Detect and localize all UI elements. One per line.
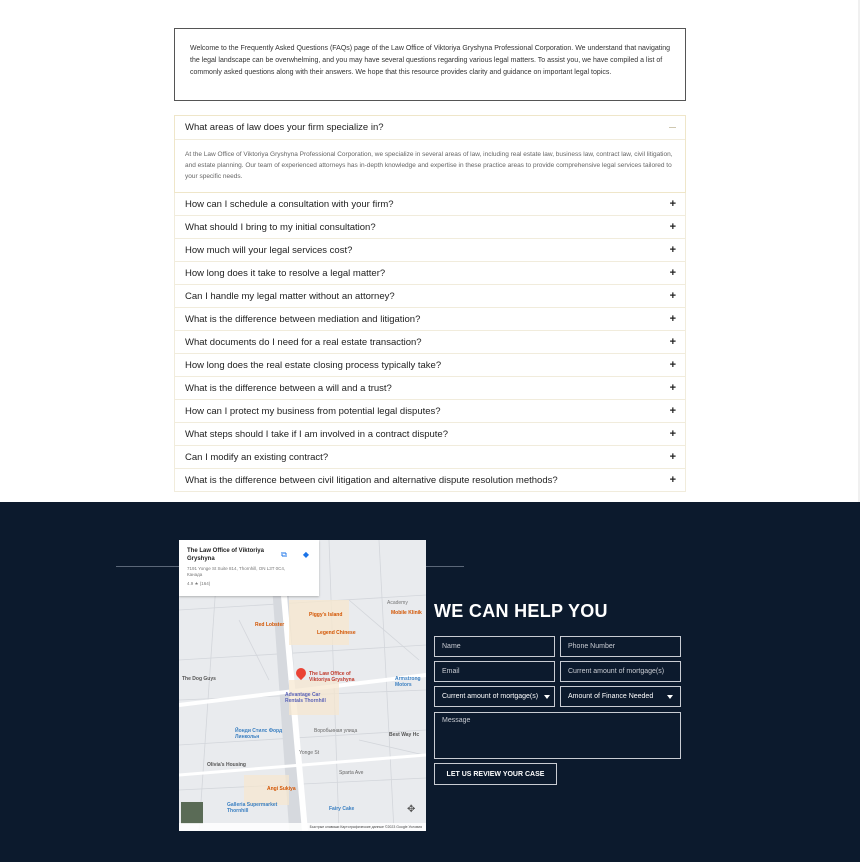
map-label-ford[interactable]: Йонди Стилс Форд Линкольн bbox=[235, 728, 283, 740]
faq-question-text: What is the difference between a will and a trust? bbox=[185, 382, 392, 394]
map-label-yonge: Yonge St bbox=[299, 750, 320, 756]
map-label-galleria[interactable]: Galleria Supermarket Thornhill bbox=[227, 802, 278, 814]
map-label-sparrow: Воробьиная улица bbox=[314, 728, 358, 734]
plus-icon[interactable]: + bbox=[669, 381, 676, 394]
map-label-legend[interactable]: Legend Chinese bbox=[317, 630, 356, 636]
faq-item[interactable] bbox=[174, 377, 686, 400]
mortgage-placeholder: Current amount of mortgage(s) bbox=[568, 668, 665, 675]
phone-field[interactable] bbox=[560, 636, 681, 657]
name-field[interactable] bbox=[434, 636, 555, 657]
map-label-mobile[interactable]: Mobile Klinik bbox=[391, 610, 422, 616]
map-label-academy: Academy bbox=[387, 600, 408, 606]
message-placeholder: Message bbox=[442, 717, 471, 724]
minus-icon[interactable] bbox=[669, 127, 676, 128]
faq-collapsed-list bbox=[174, 193, 686, 492]
fullscreen-icon[interactable]: ✥ bbox=[407, 804, 416, 815]
faq-item[interactable] bbox=[174, 308, 686, 331]
faq-question-text: Can I handle my legal matter without an attorney? bbox=[185, 290, 395, 302]
faq-item[interactable] bbox=[174, 239, 686, 262]
map-label-law-office[interactable]: The Law Office of Viktoriya Gryshyna bbox=[309, 671, 355, 683]
faq-question-text: What areas of law does your firm specialize in? bbox=[185, 122, 384, 133]
faq-question-text: How long does it take to resolve a legal matter? bbox=[185, 267, 386, 279]
faq-item[interactable] bbox=[174, 285, 686, 308]
message-textarea[interactable] bbox=[434, 712, 681, 759]
faq-question-text: What documents do I need for a real estate transaction? bbox=[185, 336, 422, 348]
faq-question-text: How can I protect my business from potential legal disputes? bbox=[185, 405, 441, 417]
divider-line-left bbox=[116, 566, 180, 567]
chevron-down-icon bbox=[544, 695, 550, 699]
faq-item[interactable] bbox=[174, 354, 686, 377]
mortgage-input[interactable] bbox=[560, 661, 681, 682]
review-case-button[interactable]: LET US REVIEW YOUR CASE bbox=[434, 763, 557, 785]
chevron-down-icon bbox=[667, 695, 673, 699]
faq-item[interactable] bbox=[174, 216, 686, 239]
faq-item[interactable] bbox=[174, 193, 686, 216]
divider-line-right bbox=[426, 566, 464, 567]
map-place-address: 7191 Yonge St Suite 814, Thornhill, ON L3T 0C4, Канада bbox=[187, 566, 286, 577]
name-placeholder: Name bbox=[442, 643, 461, 650]
faq-question-open[interactable] bbox=[175, 116, 685, 140]
map-attribution: Быстрые клавиши Картографические данные ©2023 Google Условия bbox=[179, 823, 426, 831]
map-place-card bbox=[179, 540, 319, 596]
map-place-rating: 4.9 ★ (164) bbox=[187, 581, 211, 586]
email-field[interactable] bbox=[434, 661, 555, 682]
map-label-fairy[interactable]: Fairy Cake bbox=[329, 806, 355, 812]
mortgage-select[interactable] bbox=[434, 686, 555, 707]
map-label-redlobster[interactable]: Red Lobster bbox=[255, 622, 285, 628]
contact-section bbox=[0, 502, 860, 862]
faq-question-text: Can I modify an existing contract? bbox=[185, 451, 329, 463]
plus-icon[interactable]: + bbox=[669, 335, 676, 348]
faq-accordion bbox=[174, 115, 686, 492]
map-label-bestway[interactable]: Best Way Hc bbox=[389, 732, 420, 738]
faq-item[interactable] bbox=[174, 262, 686, 285]
faq-item[interactable] bbox=[174, 446, 686, 469]
faq-question-text: What steps should I take if I am involved in a contract dispute? bbox=[185, 428, 448, 440]
plus-icon[interactable]: + bbox=[669, 220, 676, 233]
plus-icon[interactable]: + bbox=[669, 450, 676, 463]
email-placeholder: Email bbox=[442, 668, 460, 675]
contact-heading: WE CAN HELP YOU bbox=[434, 601, 608, 621]
map-place-title: The Law Office of Viktoriya Gryshyna bbox=[187, 548, 264, 562]
plus-icon[interactable]: + bbox=[669, 312, 676, 325]
plus-icon[interactable]: + bbox=[669, 358, 676, 371]
faq-question-text: How long does the real estate closing process typically take? bbox=[185, 359, 442, 371]
faq-question-text: How much will your legal services cost? bbox=[185, 244, 353, 256]
faq-question-text: What is the difference between mediation and litigation? bbox=[185, 313, 421, 325]
google-map[interactable] bbox=[179, 540, 426, 831]
map-label-olivias[interactable]: Olivia's Housing bbox=[207, 762, 246, 768]
map-label-angi[interactable]: Angi Sukiya bbox=[267, 786, 296, 792]
plus-icon[interactable]: + bbox=[669, 473, 676, 486]
faq-answer: At the Law Office of Viktoriya Gryshyna Professional Corporation, we specialize in several areas of law, including real estate law, business law, contract law, civil litigation, and estate planning. Our team of experienced attorneys has in-depth knowledge and expertise in these practice areas to provide comprehensive legal services tailored to your specific needs. bbox=[185, 151, 673, 180]
plus-icon[interactable]: + bbox=[669, 427, 676, 440]
intro-text: Welcome to the Frequently Asked Questions (FAQs) page of the Law Office of Viktoriya Gryshyna Professional Corporation. We understand that navigating the legal landscape can be overwhelming, and you may have several questions regarding various legal matters. To assist you, we have compiled a list of commonly asked questions along with their answers. We hope that this resource provides clarity and guidance on important legal topics. bbox=[190, 45, 671, 76]
plus-icon[interactable]: + bbox=[669, 243, 676, 256]
faq-item[interactable] bbox=[174, 423, 686, 446]
mortgage-select-value: Current amount of mortgage(s) bbox=[442, 693, 539, 700]
finance-select[interactable] bbox=[560, 686, 681, 707]
faq-item-open bbox=[174, 115, 686, 193]
map-label-armstrong[interactable]: Armstrong Motors bbox=[395, 676, 421, 688]
plus-icon[interactable]: + bbox=[669, 404, 676, 417]
intro-box bbox=[174, 28, 686, 101]
finance-select-value: Amount of Finance Needed bbox=[568, 693, 654, 700]
faq-item[interactable] bbox=[174, 331, 686, 354]
faq-item[interactable] bbox=[174, 469, 686, 492]
map-label-piggys[interactable]: Piggy's Island bbox=[309, 612, 343, 618]
faq-item[interactable] bbox=[174, 400, 686, 423]
plus-icon[interactable]: + bbox=[669, 197, 676, 210]
faq-question-text: What is the difference between civil litigation and alternative dispute resolution methods? bbox=[185, 474, 558, 486]
map-label-advantage[interactable]: Advantage Car Rentals Thornhill bbox=[285, 692, 326, 704]
phone-placeholder: Phone Number bbox=[568, 643, 616, 650]
plus-icon[interactable]: + bbox=[669, 266, 676, 279]
map-label-dogguys[interactable]: The Dog Guys bbox=[182, 676, 216, 682]
faq-question-text: What should I bring to my initial consultation? bbox=[185, 221, 376, 233]
directions-icon[interactable]: ◆ bbox=[302, 550, 310, 559]
faq-question-text: How can I schedule a consultation with your firm? bbox=[185, 198, 394, 210]
map-label-sparta: Sparta Ave bbox=[339, 770, 364, 776]
open-external-icon[interactable]: ⧉ bbox=[281, 550, 287, 559]
plus-icon[interactable]: + bbox=[669, 289, 676, 302]
